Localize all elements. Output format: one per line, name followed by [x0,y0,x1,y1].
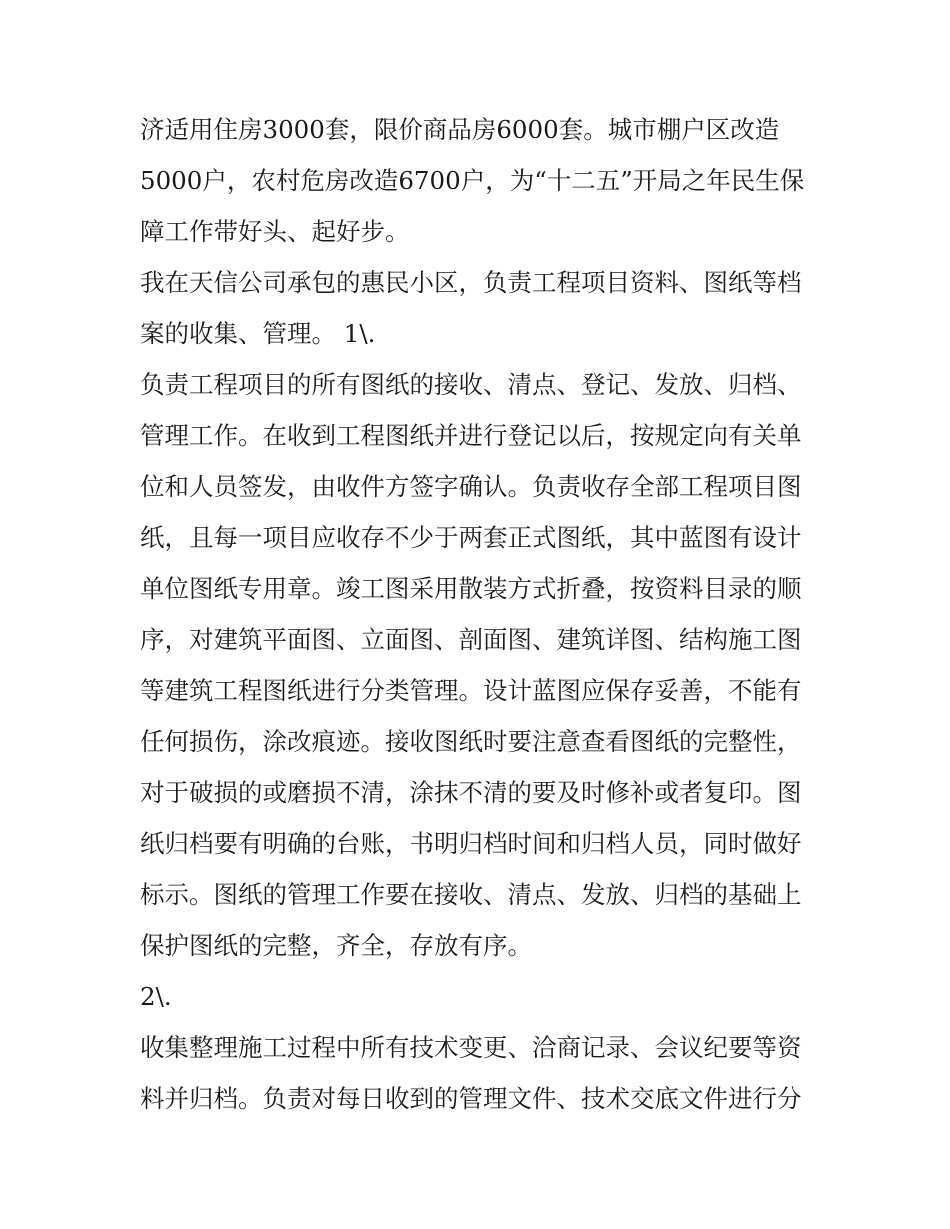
text-line: 负责工程项目的所有图纸的接收、清点、登记、发放、归档、 [140,370,802,399]
text-line: 我在天信公司承包的惠民小区，负责工程项目资料、图纸等档 [140,268,802,297]
text-line: 序，对建筑平面图、立面图、剖面图、建筑详图、结构施工图 [140,625,802,654]
text-line: 标示。图纸的管理工作要在接收、清点、发放、归档的基础上 [140,880,802,909]
text-line: 等建筑工程图纸进行分类管理。设计蓝图应保存妥善，不能有 [140,676,802,705]
text-line: 5000户，农村危房改造6700户，为“十二五”开局之年民生保 [140,166,805,195]
text-line: 案的收集、管理。 1\. [140,319,376,348]
text-line: 纸，且每一项目应收存不少于两套正式图纸，其中蓝图有设计 [140,523,802,552]
text-line: 单位图纸专用章。竣工图采用散装方式折叠，按资料目录的顺 [140,574,802,603]
text-line: 济适用住房3000套，限价商品房6000套。城市棚户区改造 [140,115,780,144]
text-line: 料并归档。负责对每日收到的管理文件、技术交底文件进行分 [140,1084,802,1113]
text-line: 2\. [140,982,172,1011]
text-line: 管理工作。在收到工程图纸并进行登记以后，按规定向有关单 [140,421,802,450]
text-line: 纸归档要有明确的台账，书明归档时间和归档人员，同时做好 [140,829,802,858]
text-line: 位和人员签发，由收件方签字确认。负责收存全部工程项目图 [140,472,802,501]
text-line: 保护图纸的完整，齐全，存放有序。 [140,931,532,960]
body-text [140,104,820,1124]
text-line: 对于破损的或磨损不清，涂抹不清的要及时修补或者复印。图 [140,778,802,807]
text-line: 任何损伤，涂改痕迹。接收图纸时要注意查看图纸的完整性， [140,727,802,756]
text-line: 障工作带好头、起好步。 [140,217,410,246]
text-line: 收集整理施工过程中所有技术变更、洽商记录、会议纪要等资 [140,1033,802,1062]
